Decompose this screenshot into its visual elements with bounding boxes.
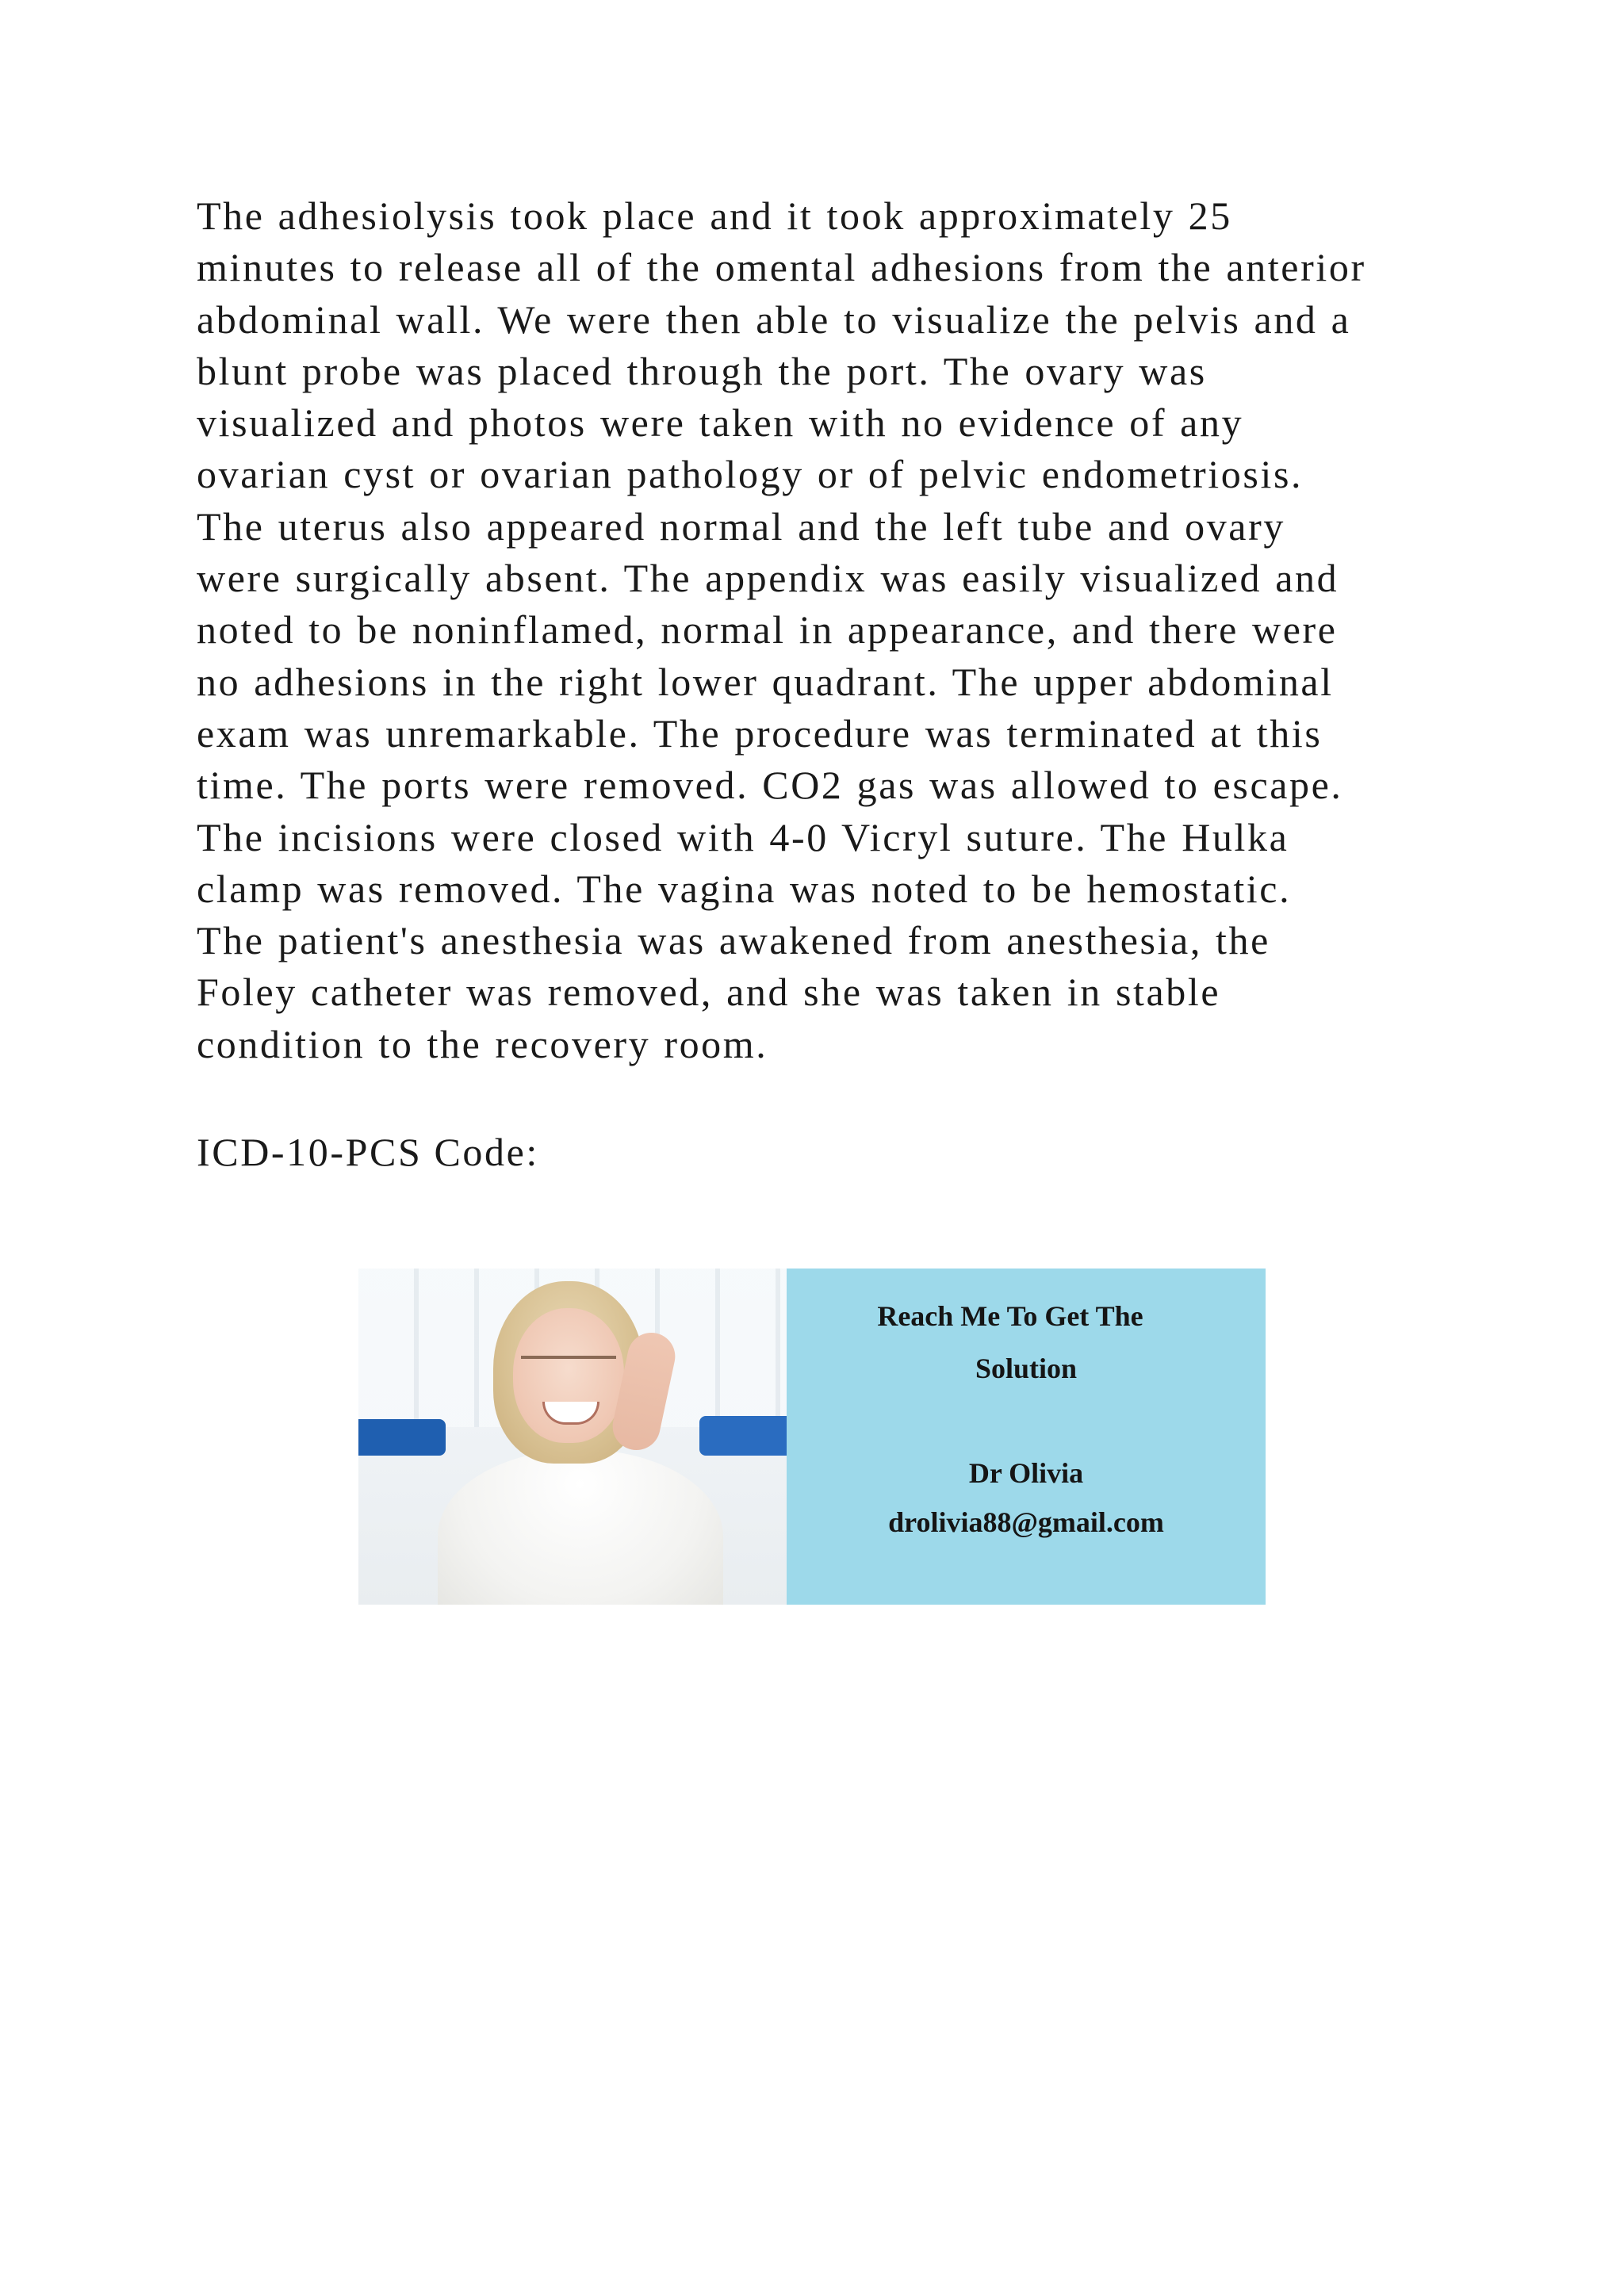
white-blouse-decor [438, 1449, 723, 1605]
text-line: time. The ports were removed. CO2 gas was allowed to escape. [197, 763, 1343, 808]
text-line: The incisions were closed with 4-0 Vicryl suture. The Hulka [197, 814, 1289, 859]
glasses-decor [521, 1356, 616, 1381]
text-line: blunt probe was placed through the port. The ovary was [197, 348, 1207, 393]
text-line: The uterus also appeared normal and the left tube and ovary [197, 503, 1285, 549]
text-line: Foley catheter was removed, and she was taken in stable [197, 970, 1221, 1015]
banner-headline-2: Solution [975, 1353, 1078, 1384]
text-line: clamp was removed. The vagina was noted to be hemostatic. [197, 866, 1292, 911]
icd-code-label: ICD-10-PCS Code: [197, 1130, 539, 1174]
text-line: abdominal wall. We were then able to visualize the pelvis and a [197, 297, 1351, 342]
text-line: The patient's anesthesia was awakened from anesthesia, the [197, 918, 1270, 963]
contact-banner [358, 1269, 1266, 1605]
text-line: The adhesiolysis took place and it took approximately 25 [197, 193, 1232, 238]
text-line: ovarian cyst or ovarian pathology or of pelvic endometriosis. [197, 452, 1304, 497]
text-line: minutes to release all of the omental adhesions from the anterior [197, 245, 1366, 290]
blue-chair-decor [358, 1419, 446, 1456]
blue-chair-decor [699, 1416, 787, 1456]
procedure-note-text [197, 190, 1465, 1070]
text-line: exam was unremarkable. The procedure was terminated at this [197, 710, 1323, 756]
text-line: no adhesions in the right lower quadrant. The upper abdominal [197, 659, 1334, 704]
text-line: condition to the recovery room. [197, 1021, 768, 1066]
text-line: noted to be noninflamed, normal in appearance, and there were [197, 607, 1338, 652]
contact-name: Dr Olivia [968, 1457, 1084, 1489]
contact-info-panel [787, 1269, 1266, 1605]
banner-headline: Reach Me To Get The [877, 1300, 1143, 1332]
text-line: were surgically absent. The appendix was easily visualized and [197, 556, 1339, 601]
contact-email: drolivia88@gmail.com [888, 1506, 1164, 1538]
woman-photo [358, 1269, 787, 1605]
text-line: visualized and photos were taken with no evidence of any [197, 400, 1244, 446]
